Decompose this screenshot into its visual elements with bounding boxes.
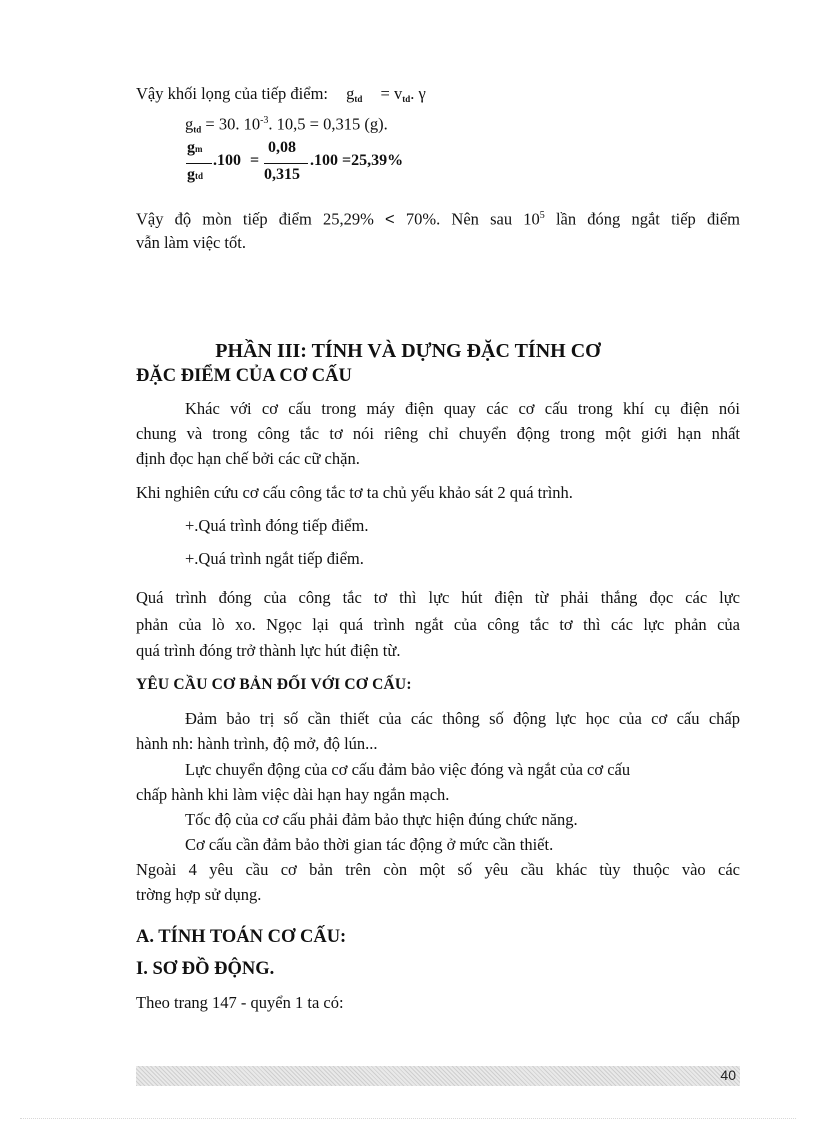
para3-line3: quá trình đóng trở thành lực hút điện từ. xyxy=(136,641,401,660)
para1-line1: Khác với cơ cấu trong máy điện quay các cơ cấu trong khí cụ điện nói xyxy=(185,399,740,418)
req1-line1: Đảm bảo trị số cần thiết của các thông số động lực học của cơ cấu chấp xyxy=(185,709,740,728)
section-a-line: Theo trang 147 - quyển 1 ta có: xyxy=(136,993,344,1012)
equals-sign: = xyxy=(250,152,260,169)
td-subscript: td xyxy=(354,94,363,104)
frac-right-den: 0,315 xyxy=(264,166,300,183)
page-number: 40 xyxy=(720,1067,736,1083)
part3-title: PHẦN III: TÍNH VÀ DỰNG ĐẶC TÍNH CƠ xyxy=(215,340,601,362)
section-a-heading: A. TÍNH TOÁN CƠ CẤU: xyxy=(136,927,347,947)
td-subscript-3: td xyxy=(193,124,202,135)
req2-line2: chấp hành khi làm việc dài hạn hay ngắn mạch. xyxy=(136,785,450,804)
req1-line2: hành nh: hành trình, độ mở, độ lún... xyxy=(136,734,378,753)
req3: Tốc độ của cơ cấu phải đảm bảo thực hiện đúng chức năng. xyxy=(185,810,578,829)
para3-line1: Quá trình đóng của công tắc tơ thì lực hút điện từ phải thắng đọc các lực xyxy=(136,588,740,607)
req2-line1: Lực chuyển động của cơ cấu đảm bảo việc đóng và ngắt của cơ cấu xyxy=(185,760,631,779)
wear-conclusion-line2: vẫn làm việc tốt. xyxy=(136,233,246,252)
td-subscript-2: td xyxy=(402,94,411,104)
part3-heading: ĐẶC ĐIỂM CỦA CƠ CẤU xyxy=(136,366,352,386)
req5-line2: trờng hợp sử dụng. xyxy=(136,885,262,904)
calc-tail: . 10,5 = 0,315 (g). xyxy=(268,114,388,134)
footer-bar xyxy=(136,1066,740,1086)
para2: Khi nghiên cứu cơ cấu công tắc tơ ta chủ yếu khảo sát 2 quá trình. xyxy=(136,483,573,502)
para1-line3: định đọc hạn chế bởi các cữ chặn. xyxy=(136,449,360,468)
bottom-dotted-divider xyxy=(20,1118,796,1119)
frac-left-bar xyxy=(186,163,212,164)
equals-v: = v xyxy=(380,84,403,103)
frac-left-den: gtd xyxy=(187,166,204,183)
para3-line2: phản của lò xo. Ngọc lại quá trình ngắt của công tắc tơ thì các lực phản của xyxy=(136,615,740,634)
frac-left-num: gm xyxy=(187,139,203,156)
requirements-heading: YÊU CẦU CƠ BẢN ĐỐI VỚI CƠ CẤU: xyxy=(136,676,412,693)
req4: Cơ cấu cần đảm bảo thời gian tác động ở mức cần thiết. xyxy=(185,835,554,854)
times-100-a: .100 xyxy=(213,152,241,169)
frac-right-num: 0,08 xyxy=(268,139,296,156)
bullet-close: +.Quá trình đóng tiếp điểm. xyxy=(185,516,369,535)
bullet-open: +.Quá trình ngắt tiếp điểm. xyxy=(185,549,364,568)
gamma-part: . γ xyxy=(410,84,426,103)
times-100-b: .100 =25,39% xyxy=(310,152,404,169)
mass-calc-line xyxy=(185,108,388,143)
section-a-subheading: I. SƠ ĐỒ ĐỘNG. xyxy=(136,959,275,979)
mass-label: Vậy khối lọng của tiếp điểm: xyxy=(136,84,328,103)
req5-line1: Ngoài 4 yêu cầu cơ bản trên còn một số yêu cầu khác tùy thuộc vào các xyxy=(136,860,740,879)
calc-rest: = 30. 10 xyxy=(201,114,261,134)
g-symbol-2: g xyxy=(185,114,194,134)
wear-conclusion-line1: Vậy độ mòn tiếp điểm 25,29% < 70%. Nên sau $10^5$ lần đóng ngắt tiếp điểm xyxy=(136,209,740,229)
frac-right-bar xyxy=(264,163,308,164)
exponent-neg3: -3 xyxy=(260,115,269,126)
g-symbol: g xyxy=(346,84,355,103)
para1-line2: chung và trong công tắc tơ nói riêng chỉ chuyển động trong một giới hạn nhất xyxy=(136,424,740,443)
